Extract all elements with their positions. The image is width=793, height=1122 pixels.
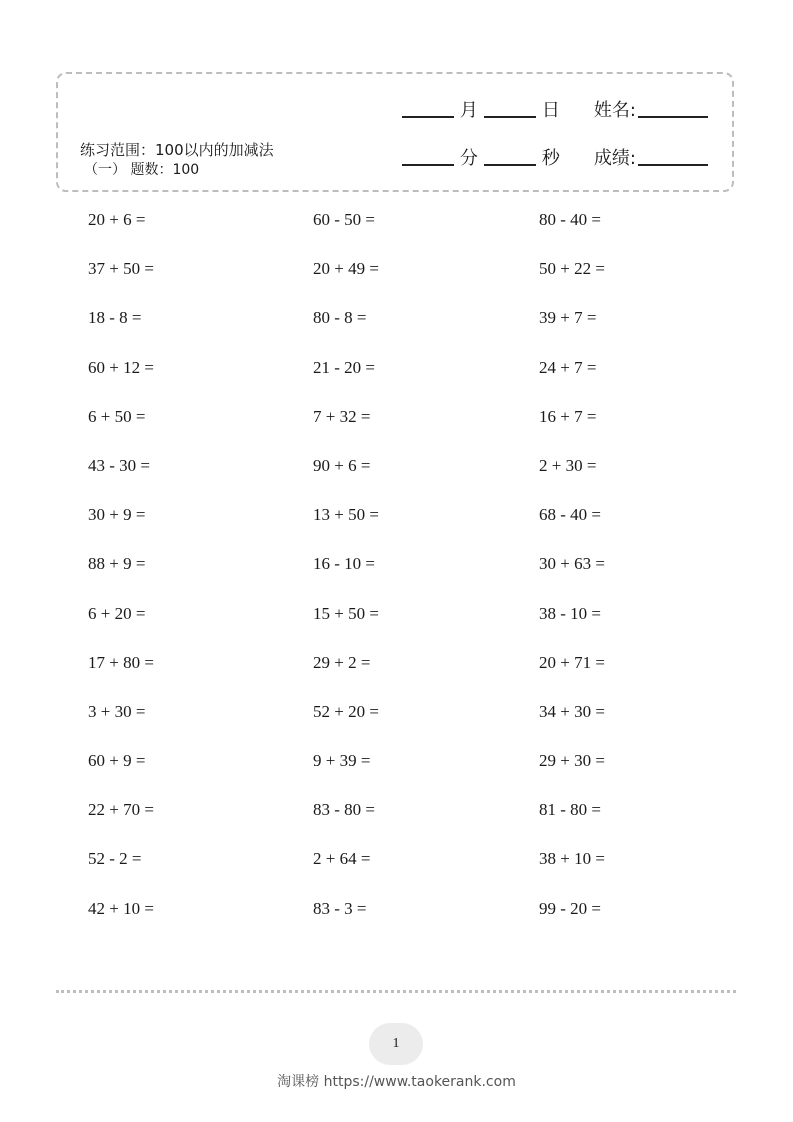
minute-label: 分 <box>459 148 478 169</box>
problem-item: 83 - 80 = <box>313 800 375 820</box>
problem-item: 60 + 12 = <box>88 357 154 377</box>
problem-item: 6 + 20 = <box>88 603 146 623</box>
problem-item: 17 + 80 = <box>88 652 154 672</box>
problem-item: 34 + 30 = <box>539 701 605 721</box>
problem-item: 68 - 40 = <box>539 505 601 525</box>
score-blank[interactable] <box>638 164 708 166</box>
problem-item: 24 + 7 = <box>539 357 597 377</box>
problem-item: 60 - 50 = <box>313 210 375 229</box>
problem-item: 7 + 32 = <box>313 406 371 426</box>
problem-item: 60 + 9 = <box>88 751 146 771</box>
problem-item: 30 + 9 = <box>88 505 146 525</box>
problem-item: 80 - 8 = <box>313 308 367 328</box>
problem-item: 83 - 3 = <box>313 898 367 918</box>
day-blank[interactable] <box>484 116 536 118</box>
page-number: 1 <box>369 1023 423 1065</box>
problem-grid <box>88 208 648 946</box>
second-label: 秒 <box>541 148 560 169</box>
minute-blank[interactable] <box>402 164 454 166</box>
problem-item: 9 + 39 = <box>313 751 371 771</box>
problem-item: 29 + 30 = <box>539 751 605 771</box>
score-label: 成绩: <box>593 148 636 169</box>
name-blank[interactable] <box>638 116 708 118</box>
date-name-row <box>402 96 708 122</box>
footer-source: 淘课榜 https://www.taokerank.com <box>277 1074 516 1090</box>
problem-item: 29 + 2 = <box>313 652 371 672</box>
problem-item: 15 + 50 = <box>313 603 379 623</box>
problem-item: 39 + 7 = <box>539 308 597 328</box>
problem-item: 20 + 71 = <box>539 652 605 672</box>
practice-info <box>80 140 274 180</box>
problem-item: 52 - 2 = <box>88 849 142 869</box>
problem-item: 42 + 10 = <box>88 898 154 918</box>
problem-item: 20 + 6 = <box>88 210 146 229</box>
question-count: 题数：100 <box>130 162 200 178</box>
problem-item: 2 + 30 = <box>539 455 597 475</box>
problem-item: 2 + 64 = <box>313 849 371 869</box>
problem-item: 30 + 63 = <box>539 554 605 574</box>
problem-item: 50 + 22 = <box>539 259 605 279</box>
name-label: 姓名: <box>593 100 636 121</box>
second-blank[interactable] <box>484 164 536 166</box>
problem-item: 99 - 20 = <box>539 898 601 918</box>
month-blank[interactable] <box>402 116 454 118</box>
dotted-divider <box>56 990 736 993</box>
month-label: 月 <box>459 100 478 121</box>
problem-item: 22 + 70 = <box>88 800 154 820</box>
problem-item: 90 + 6 = <box>313 455 371 475</box>
problem-item: 52 + 20 = <box>313 701 379 721</box>
problem-item: 16 + 7 = <box>539 406 597 426</box>
problem-item: 21 - 20 = <box>313 357 375 377</box>
problem-item: 80 - 40 = <box>539 210 601 229</box>
problem-item: 43 - 30 = <box>88 455 150 475</box>
time-score-row <box>402 144 708 170</box>
sheet-number: （一） <box>84 162 126 178</box>
problem-item: 88 + 9 = <box>88 554 146 574</box>
header-box <box>56 72 734 192</box>
practice-range: 练习范围：100以内的加减法 <box>80 141 274 159</box>
problem-item: 37 + 50 = <box>88 259 154 279</box>
problem-item: 20 + 49 = <box>313 259 379 279</box>
problem-item: 6 + 50 = <box>88 406 146 426</box>
day-label: 日 <box>541 100 560 121</box>
problem-item: 3 + 30 = <box>88 701 146 721</box>
problem-item: 16 - 10 = <box>313 554 375 574</box>
problem-item: 13 + 50 = <box>313 505 379 525</box>
problem-item: 38 + 10 = <box>539 849 605 869</box>
problem-item: 38 - 10 = <box>539 603 601 623</box>
problem-item: 18 - 8 = <box>88 308 142 328</box>
practice-meta <box>80 160 274 180</box>
problem-item: 81 - 80 = <box>539 800 601 820</box>
